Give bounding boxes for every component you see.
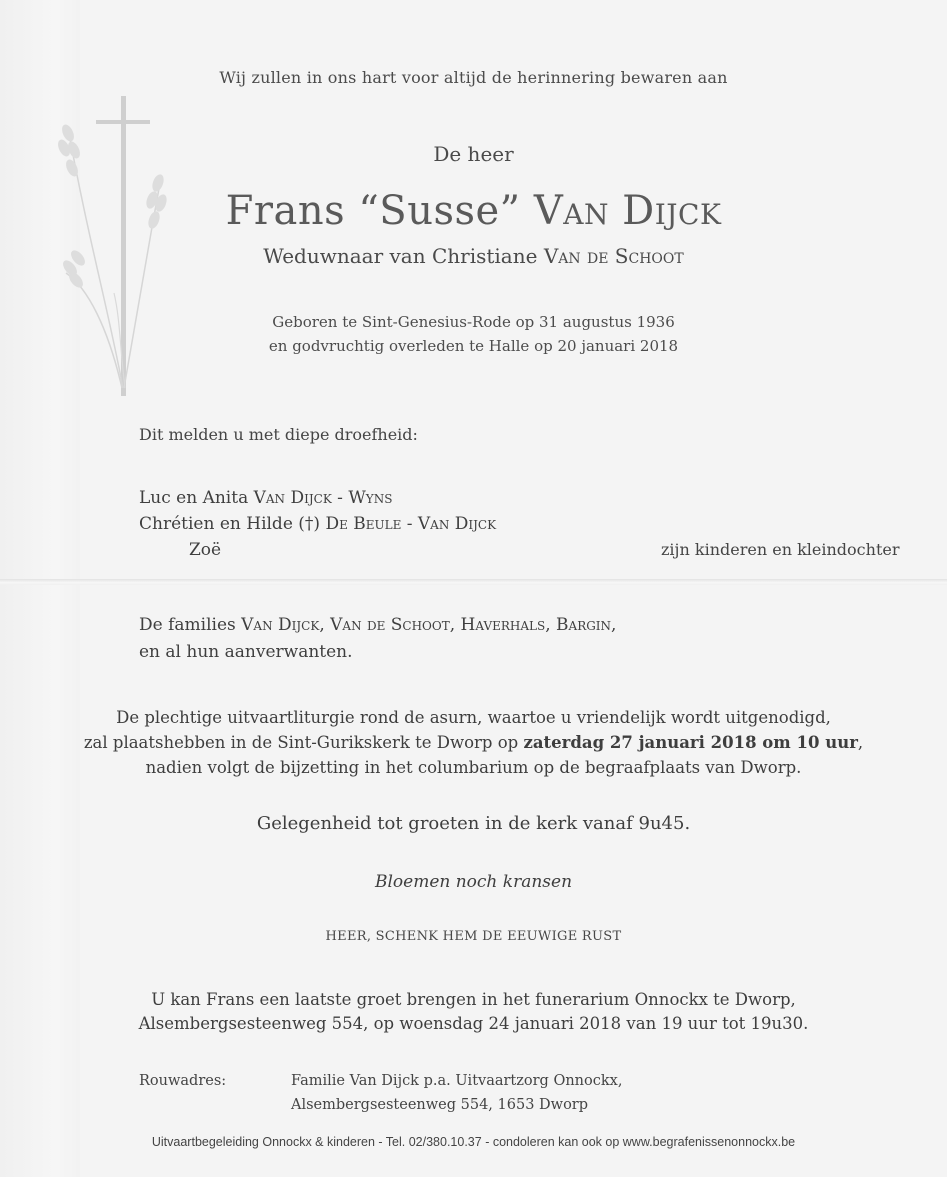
spouse-surname: Van de Schoot xyxy=(543,244,684,268)
family-line xyxy=(139,514,496,534)
address-line-1: Familie Van Dijck p.a. Uitvaartzorg Onnockx, xyxy=(291,1073,623,1089)
families-prefix: De families xyxy=(139,615,242,635)
family-given: Zoë xyxy=(189,540,222,560)
announcement-intro: Dit melden u met diepe droefheid: xyxy=(139,425,418,444)
widower-line xyxy=(0,244,947,268)
ceremony-comma: , xyxy=(857,733,864,752)
footer-contact: Uitvaartbegeleiding Onnockx & kinderen - Tel. 02/380.10.37 - condoleren kan ook op www.begrafenissenonnockx.be xyxy=(151,1135,796,1149)
families-names: Van Dijck, Van de Schoot, Haverhals, Bargin, xyxy=(241,615,617,635)
prayer-line: HEER, SCHENK HEM DE EEUWIGE RUST xyxy=(325,929,622,944)
family-surname: Van Dijck - Wyns xyxy=(253,488,393,508)
birth-line: Geboren te Sint-Genesius-Rode op 31 augustus 1936 xyxy=(272,313,675,331)
flowers-note: Bloemen noch kransen xyxy=(374,872,573,892)
ceremony-datetime: zaterdag 27 januari 2018 om 10 uur xyxy=(523,733,858,752)
deceased-surname: Van Dijck xyxy=(533,188,722,234)
deceased-first-name: Frans “Susse” xyxy=(225,188,534,234)
fold-crease xyxy=(0,579,947,585)
family-given: Luc en Anita xyxy=(139,488,254,508)
ceremony-line-3: nadien volgt de bijzetting in het columbarium op de begraafplaats van Dworp. xyxy=(145,758,802,777)
widower-prefix: Weduwnaar van Christiane xyxy=(263,244,544,268)
ceremony-place: zal plaatshebben in de Sint-Gurikskerk te Dworp op xyxy=(83,733,524,752)
greeting-line: Gelegenheid tot groeten in de kerk vanaf 9u45. xyxy=(256,813,691,834)
visitation-line-1: U kan Frans een laatste groet brengen in het funerarium Onnockx te Dworp, xyxy=(151,990,796,1009)
deceased-name xyxy=(0,188,947,234)
salutation: De heer xyxy=(433,142,514,166)
header-line: Wij zullen in ons hart voor altijd de herinnering bewaren aan xyxy=(219,68,728,87)
families-line-2: en al hun aanverwanten. xyxy=(139,642,353,662)
death-line: en godvruchtig overleden te Halle op 20 januari 2018 xyxy=(268,337,679,355)
family-line xyxy=(189,540,221,560)
visitation-line-2: Alsembergsesteenweg 554, op woensdag 24 januari 2018 van 19 uur tot 19u30. xyxy=(138,1014,809,1033)
family-given: Chrétien en Hilde (†) xyxy=(139,514,326,534)
address-label: Rouwadres: xyxy=(139,1073,227,1089)
family-surname: De Beule - Van Dijck xyxy=(325,514,497,534)
relation-note: zijn kinderen en kleindochter xyxy=(661,540,900,559)
address-line-2: Alsembergsesteenweg 554, 1653 Dworp xyxy=(291,1097,589,1113)
ceremony-line-1: De plechtige uitvaartliturgie rond de asurn, waartoe u vriendelijk wordt uitgenodigd, xyxy=(116,708,831,727)
family-line xyxy=(139,488,392,508)
families-line xyxy=(139,615,616,635)
ceremony-line-2 xyxy=(0,733,947,752)
